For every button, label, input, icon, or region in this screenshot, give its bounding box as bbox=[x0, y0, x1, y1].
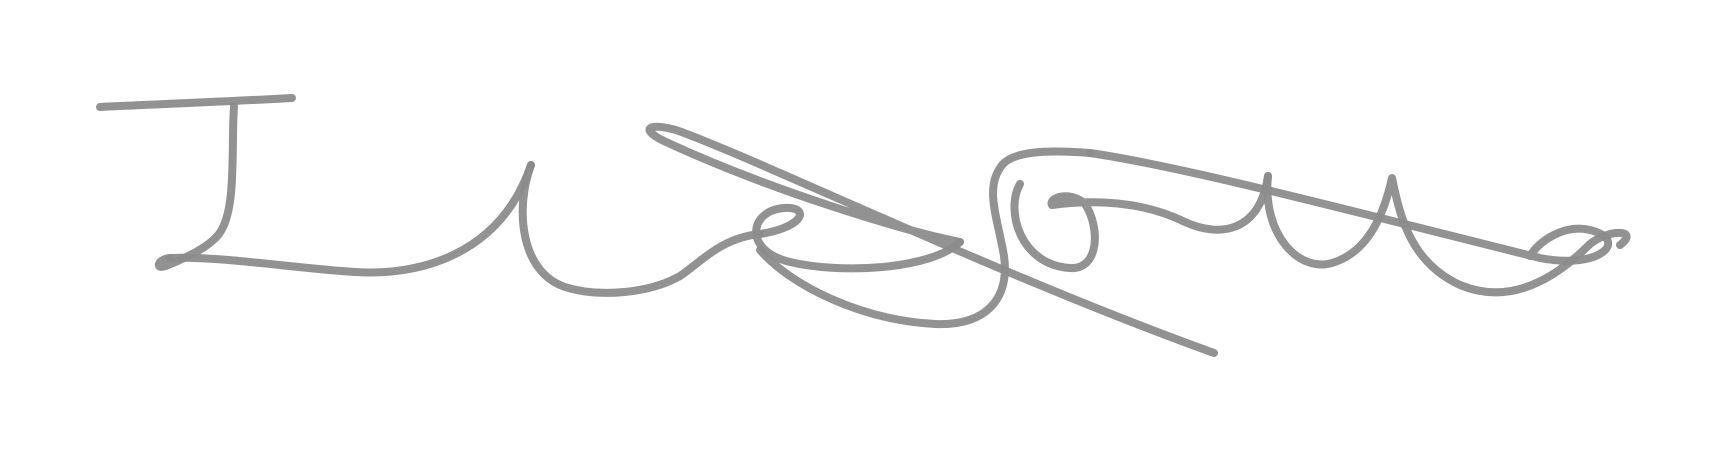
signature-top-bar-stroke bbox=[100, 98, 292, 107]
signature-stem-stroke bbox=[159, 106, 234, 267]
signature-small-loop-stroke bbox=[1014, 176, 1268, 268]
signature-wave-stroke bbox=[523, 165, 760, 293]
signature-tail-stroke bbox=[1090, 153, 1608, 261]
